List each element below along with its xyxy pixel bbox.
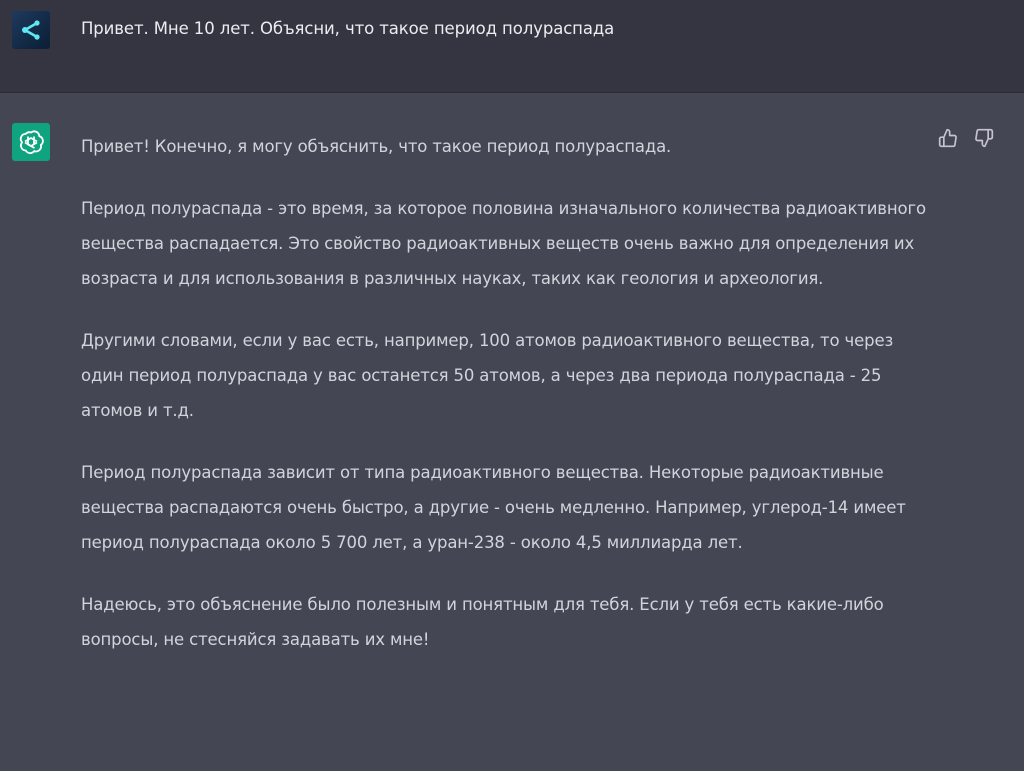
user-message-text: Привет. Мне 10 лет. Объясни, что такое период полураспада: [81, 19, 615, 38]
thumbs-down-icon: [974, 128, 994, 148]
share-arrow-icon: [18, 17, 44, 43]
assistant-message-text: [81, 129, 931, 684]
assistant-paragraph: Период полураспада - это время, за которое половина изначального количества радиоактивного вещества распадается. Это свойство радиоактивных веществ очень важно для определения их возраста и для использования в различных науках, таких как геология и археология.: [81, 199, 926, 288]
user-avatar: [12, 11, 50, 49]
thumbs-down-button[interactable]: [973, 127, 995, 149]
assistant-paragraph: Другими словами, если у вас есть, например, 100 атомов радиоактивного вещества, то через один период полураспада у вас останется 50 атомов, а через два периода полураспада - 25 атомов и т.д.: [81, 331, 894, 420]
assistant-paragraph: Надеюсь, это объяснение было полезным и понятным для тебя. Если у тебя есть какие-либо вопросы, не стесняйся задавать их мне!: [81, 595, 884, 649]
openai-logo-icon: [18, 129, 44, 155]
assistant-avatar: [12, 123, 50, 161]
user-message-row: [0, 0, 1024, 93]
thumbs-up-button[interactable]: [937, 127, 959, 149]
assistant-paragraph: Привет! Конечно, я могу объяснить, что такое период полураспада.: [81, 137, 672, 156]
thumbs-up-icon: [938, 128, 958, 148]
assistant-message-row: [0, 93, 1024, 771]
assistant-paragraph: Период полураспада зависит от типа радиоактивного вещества. Некоторые радиоактивные вещества распадаются очень быстро, а другие - очень медленно. Например, углерод-14 имеет период полураспада около 5 700 лет, а уран-238 - около 4,5 миллиарда лет.: [81, 463, 906, 552]
